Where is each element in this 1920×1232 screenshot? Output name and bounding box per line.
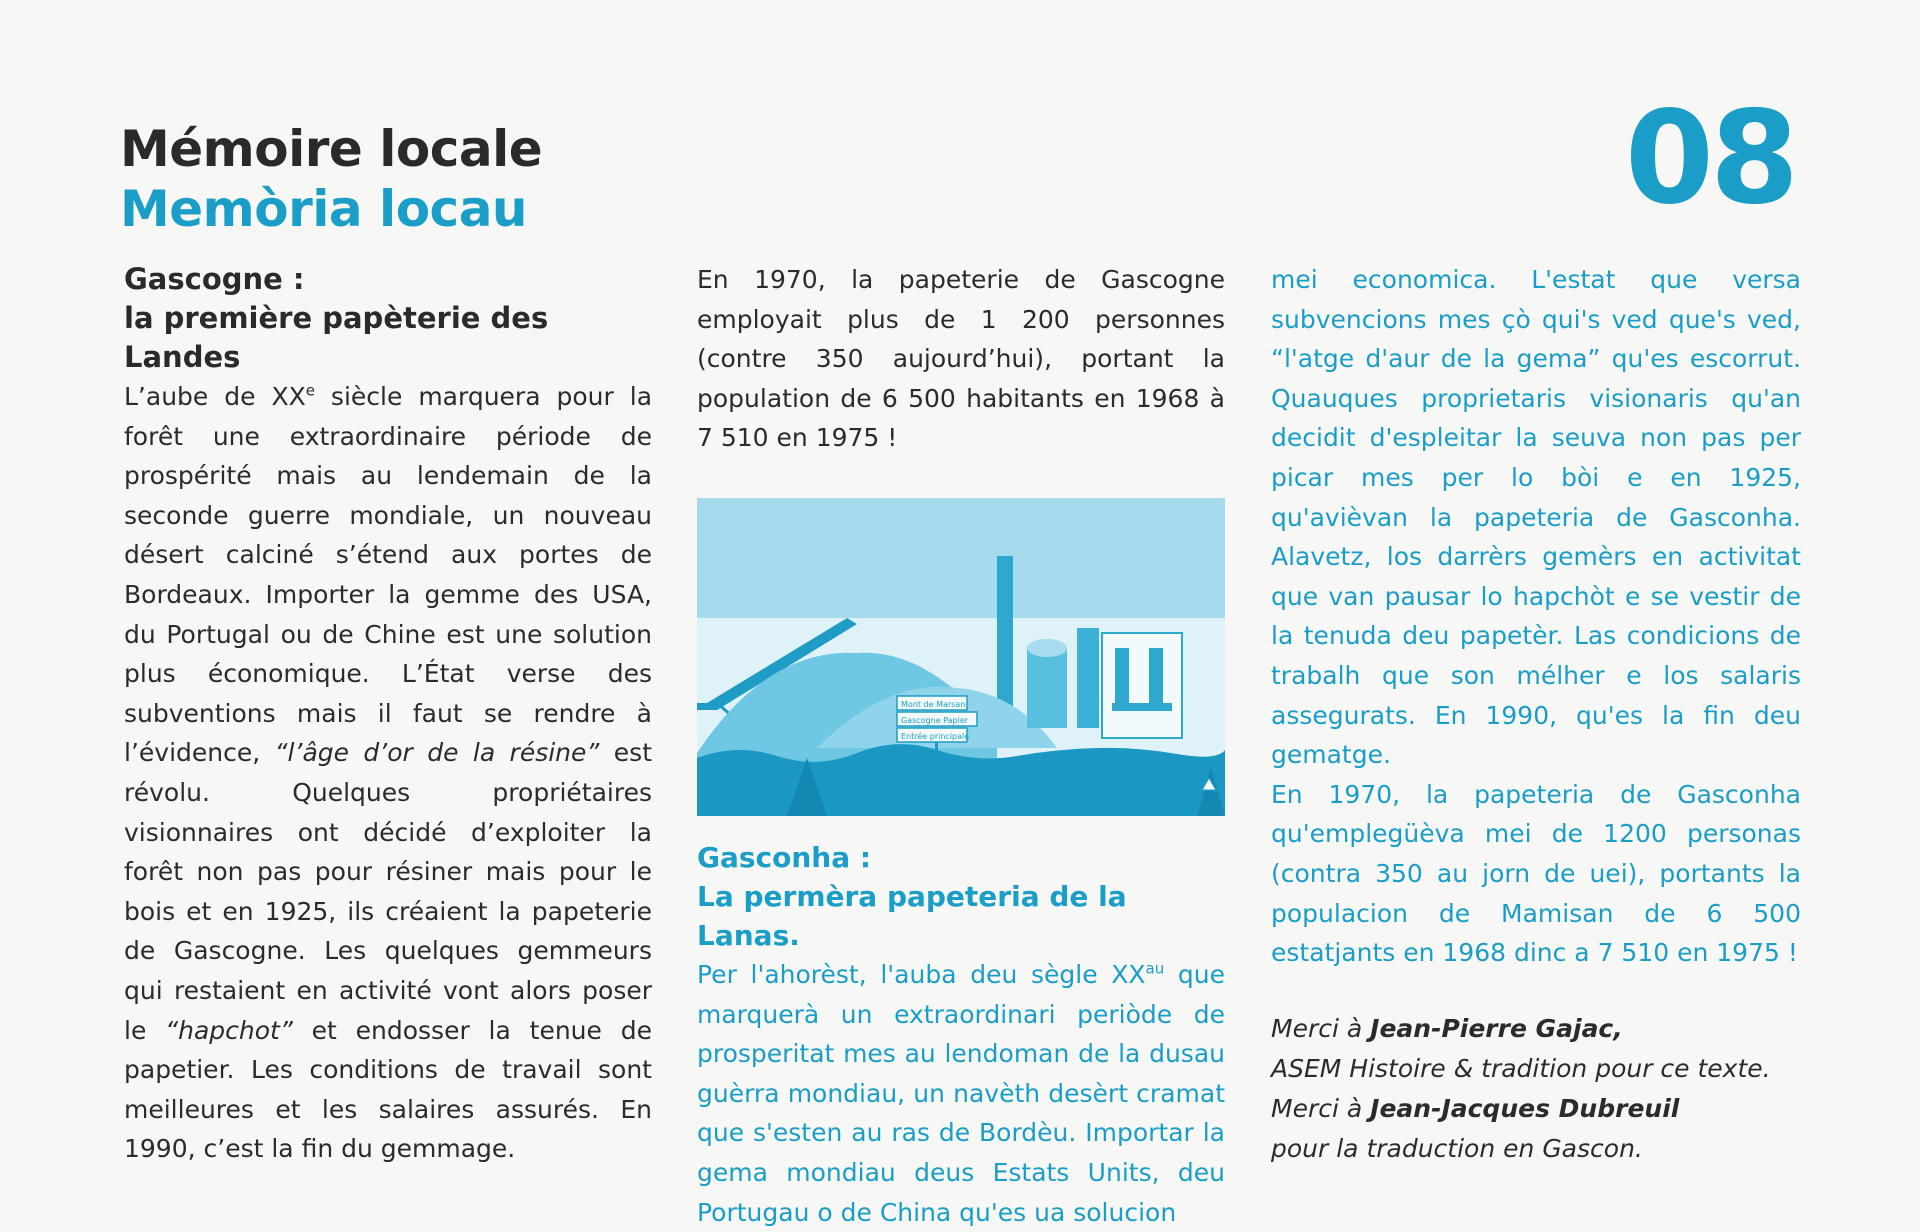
- credit-translator: [1271, 1089, 1801, 1169]
- article-subtitle-fr: [124, 260, 652, 377]
- subtitle-oc-line2: La permèra papeteria de la Lanas.: [697, 879, 1127, 952]
- subtitle-oc-line1: Gasconha :: [697, 840, 872, 874]
- section-title-oc: Memòria locau: [120, 180, 528, 238]
- body-fr-part3: est révolu. Quelques propriétaires visionnaires ont décidé d’exploiter la forêt non pas pour résiner mais pour le bois et en 1925, ils créaient la papeterie de Gascogne. Les quelques gemmeurs qui restaient en activité vont alors poser le: [124, 738, 652, 1045]
- photo-tank: [1027, 648, 1067, 728]
- credit-translator-name: Jean-Jacques Dubreuil: [1370, 1093, 1680, 1123]
- credit-translator-role: pour la traduction en Gascon.: [1271, 1133, 1643, 1163]
- photo-sky-tone: [697, 498, 1225, 618]
- column-middle: [697, 260, 1225, 1232]
- subtitle-fr-line1: Gascogne :: [124, 262, 305, 296]
- photo-smokestack: [997, 556, 1013, 706]
- credit-author-prefix: Merci à: [1271, 1013, 1371, 1043]
- article-subtitle-oc: [697, 838, 1225, 955]
- body-fr-part2: siècle marquera pour la forêt une extraordinaire période de prospérité mais au lendemain de la seconde guerre mondiale, un nouveau désert calciné s’étend aux portes de Bordeaux. Importer la gemme des USA, du Portugal ou de Chine est une solution plus économique. L’État verse des subventions mais il faut se rendre à l’évidence,: [124, 382, 653, 768]
- factory-photo: [697, 498, 1225, 816]
- quote-hapchot: “hapchot”: [165, 1015, 293, 1045]
- body-oc-part1: Per l'ahorèst, l'auba deu sègle XX: [697, 959, 1146, 989]
- sign-gascogne-papier: Gascogne Papier: [901, 715, 969, 725]
- article-body-oc-continued: mei economica. L'estat que versa subvencions mes çò qui's ved que's ved, “l'atge d'aur de la gema” qu'es escorrut. Quauques proprietaris visionaris qu'an decidit d'espleitar la seuva non pas per picar mes per lo bòi e en 1925, qu'avièvan la papeteria de Gasconha. Alavetz, los darrèrs gemèrs en activitat que van pausar lo hapchòt e se vestir de la tenuda deu papetèr. Las condicions de trabalh que son mélher e los salaris assegurats. En 1990, qu'es la fin deu gematge.: [1271, 265, 1801, 770]
- page-number: 08: [1624, 84, 1795, 233]
- subtitle-fr-line2: la première papèterie des Landes: [124, 301, 549, 374]
- credit-translator-prefix: Merci à: [1271, 1093, 1371, 1123]
- credit-author-name: Jean-Pierre Gajac,: [1370, 1013, 1623, 1043]
- credits: [1271, 1009, 1801, 1169]
- century-superscript-oc: au: [1145, 959, 1165, 978]
- credit-author-affiliation: ASEM Histoire & tradition pour ce texte.: [1271, 1053, 1771, 1083]
- column-gascon: [1271, 260, 1801, 1169]
- sign-mont-de-marsan: Mont de Marsan: [901, 699, 966, 709]
- section-title-fr: Mémoire locale: [120, 120, 543, 178]
- column-french: [124, 260, 652, 1169]
- photo-building: [1102, 633, 1182, 738]
- credit-author: [1271, 1009, 1801, 1089]
- quote-age-dor: “l’âge d’or de la résine”: [274, 738, 600, 768]
- century-superscript: e: [305, 381, 315, 400]
- article-body-fr: [124, 377, 652, 1169]
- article-body-oc-start: [697, 955, 1225, 1232]
- sign-entree: Entrée principale: [901, 731, 970, 741]
- paragraph-1970-fr: En 1970, la papeterie de Gascogne employait plus de 1 200 personnes (contre 350 aujourd’hui), portant la population de 6 500 habitants en 1968 à 7 510 en 1975 !: [697, 265, 1225, 453]
- body-oc-part2: que marquerà un extraordinari periòde de prosperitat mes au lendoman de la dusau guèrra mondiau, un navèth desèrt cramat que s'esten au ras de Bordèu. Importar la gema mondiau deus Estats Units, deu Portugau o de China qu'es ua solucion: [697, 959, 1225, 1227]
- paragraph-1970-oc: En 1970, la papeteria de Gasconha qu'emplegüèva mei de 1200 personas (contra 350 au jorn de uei), portants la populacion de Mamisan de 6 500 estatjants en 1968 dinc a 7 510 en 1975 !: [1271, 779, 1801, 968]
- body-fr-part4: et endosser la tenue de papetier. Les conditions de travail sont meilleures et les salaires assurés. En 1990, c’est la fin du gemmage.: [124, 1015, 652, 1164]
- body-fr-part1: L’aube de XX: [124, 382, 306, 411]
